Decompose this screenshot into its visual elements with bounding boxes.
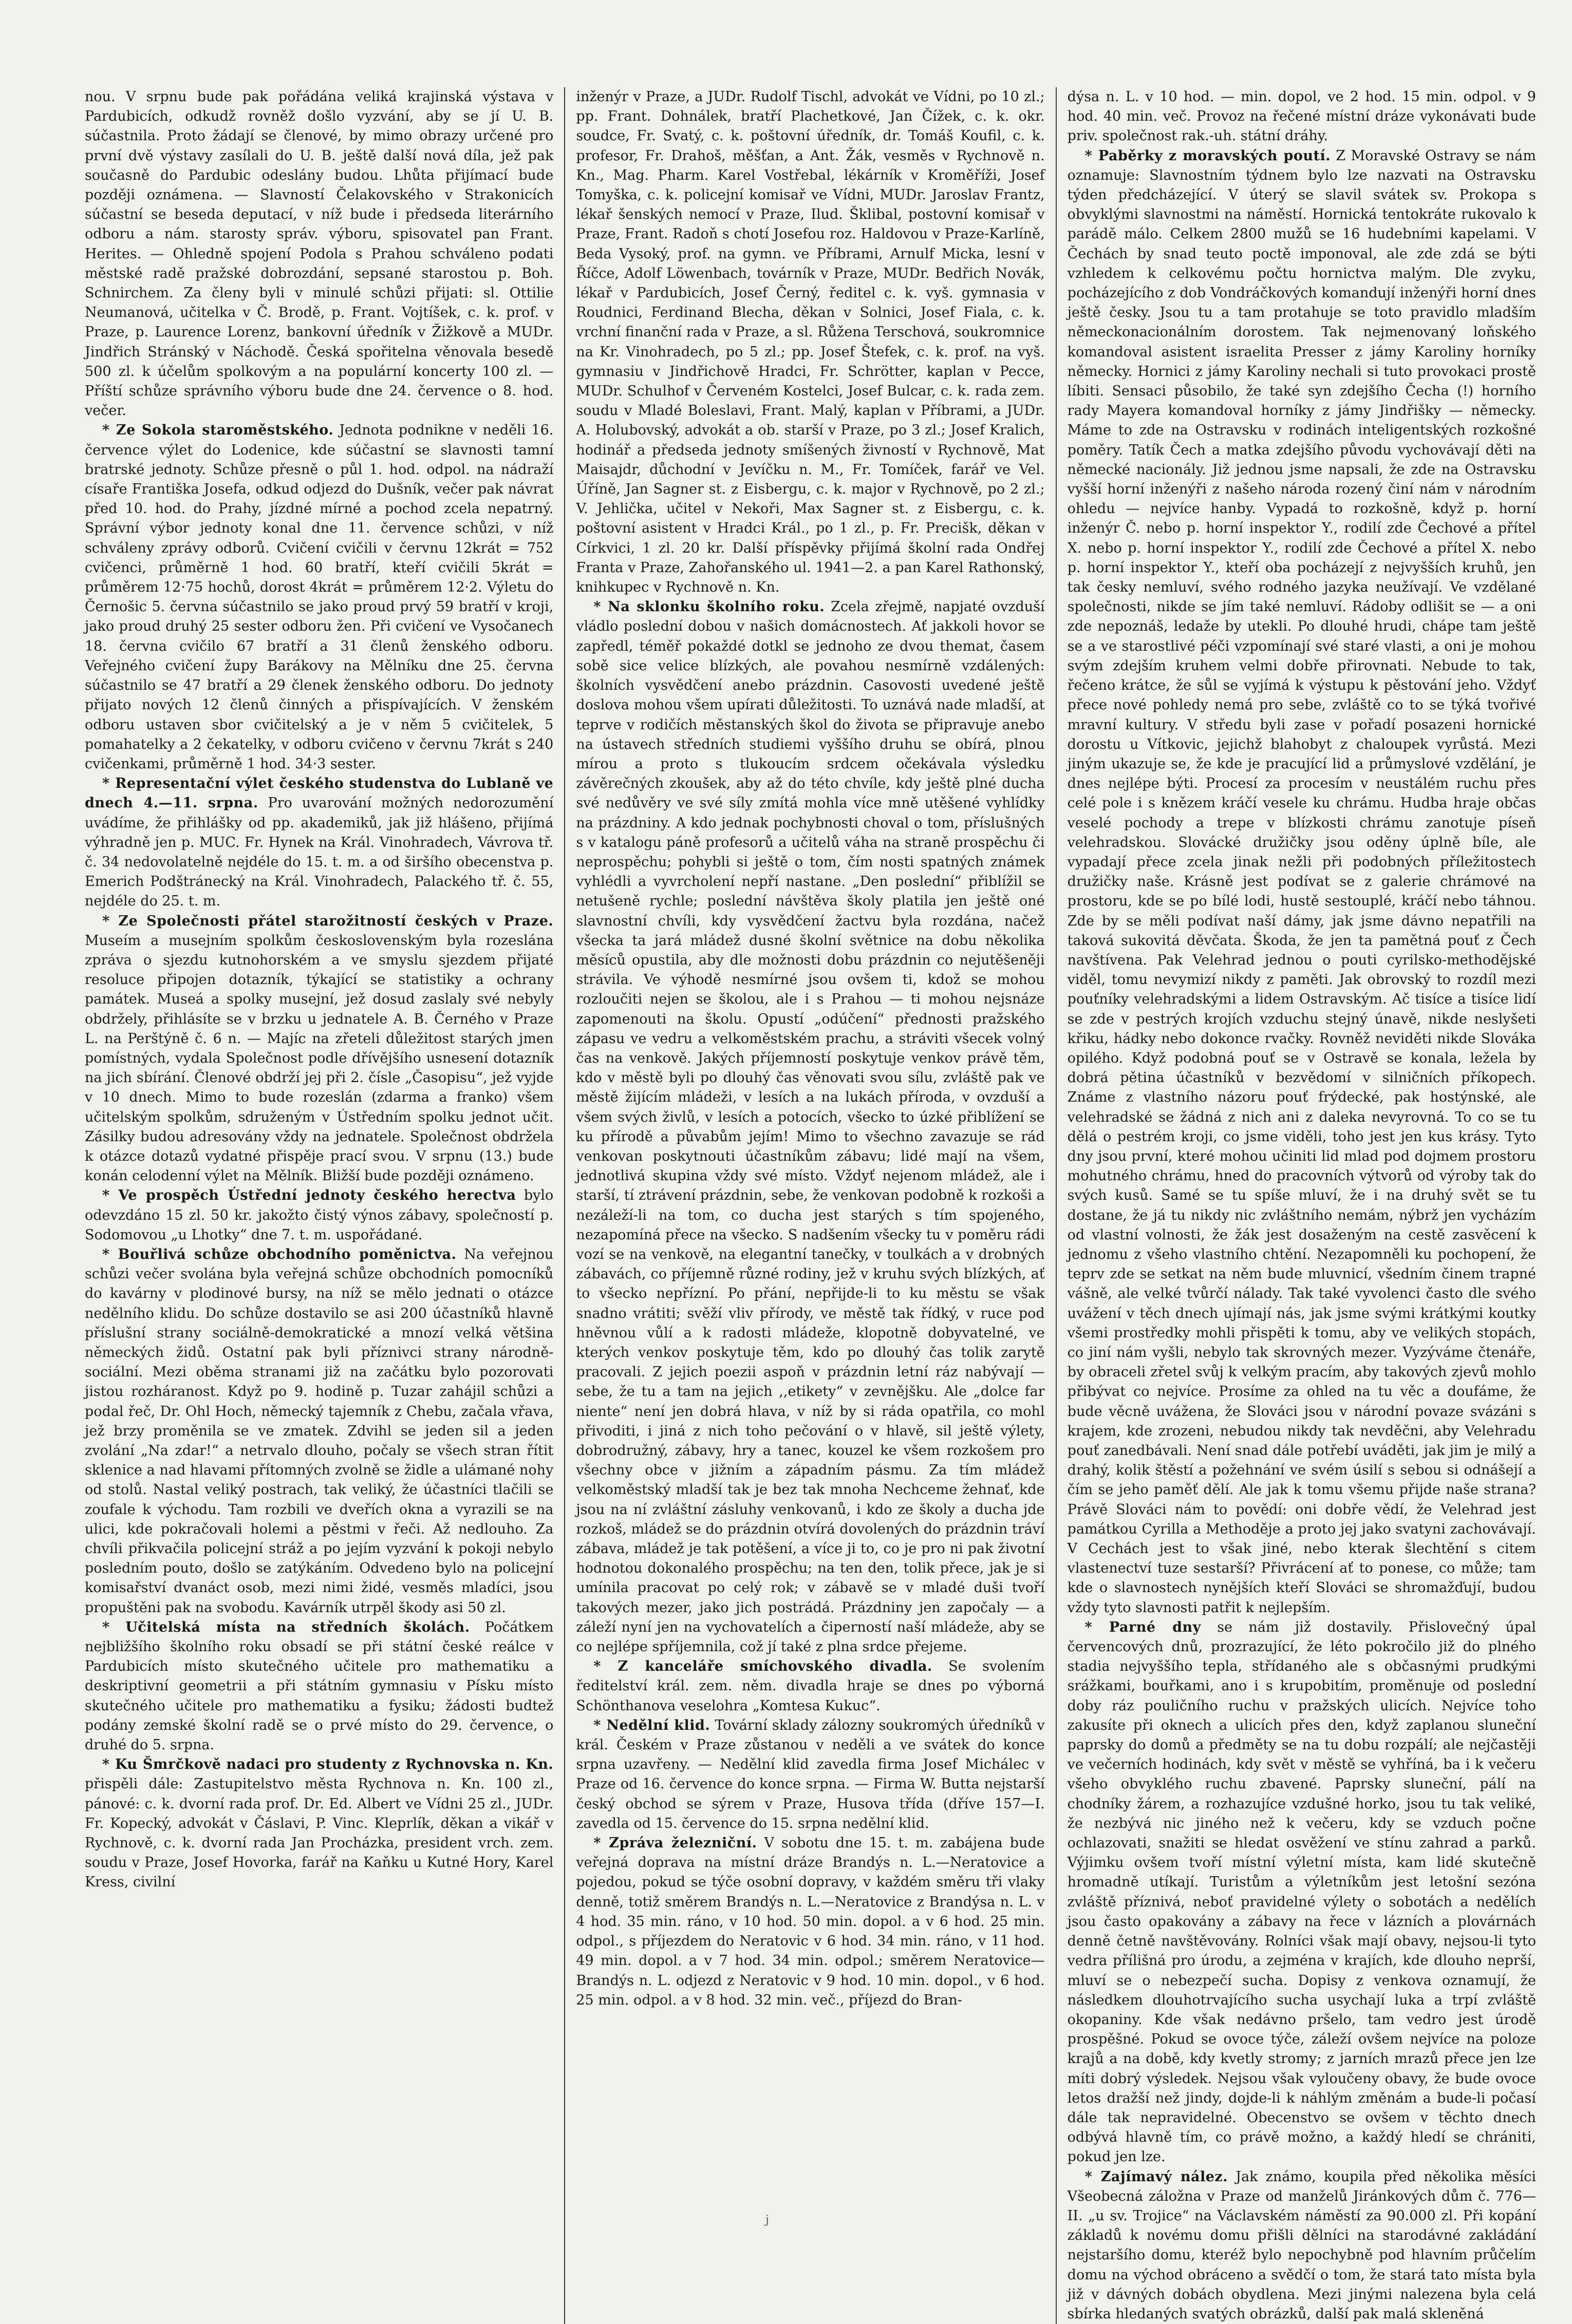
article-text: Na veřejnou schůzi večer svolána byla veřejná schůze obchodních pomocníků do kavárny v plodinové bursy, na níž se mělo jednati o otázce nedělního klidu. Do schůze dostavilo se asi 200 účastníků hlavně příslušní strany sociálně-demokratické a mnozí velká většina německých židů. Ostatní pak byli příznivci strany národně-sociální. Mezi oběma stranami již na začátku bylo pozorovati jistou rozháranost. Když po 9. hodině p. Tuzar zahájil schůzi a podal řeč, Dr. Ohl Hoch, německý tajemník z Chebu, začala vřava, jež brzy proměnila se ve zmatek. Zdvihl se jeden sil a jeden zvolání „Na zdar!“ a netrvalo dlouho, počaly se všech stran řítit sklenice a nad hlavami přítomných zvolně se židle a ulámané nohy od stolů. Nastal veliký postrach, tak veliký, že účastníci tlačili se zoufale k východu. Tam rozbili ve dveřích okna a vyrazili se na ulici, kde pokračovali holemi a pěstmi v řeči. Až nedlouho. Za chvíli přikvačila policejní stráž a po jejím vyzvání k pokoji nebylo posledním pouto, došlo se zatýkáním. Odvedeno bylo na policejní komisařství dvanáct osob, mezi nimi židé, vesměs mladíci, jsou propuštěni pak na svobodu. Kavárník utrpěl škody asi 50 zl. (85, 1246, 554, 1616)
article-text: nou. V srpnu bude pak pořádána veliká krajinská výstava v Pardubicích, odkudž rovněž došlo vyzvání, aby se jí U. B. súčastnila. Proto žádají se členové, by mimo obrazy určené pro první dvě výstavy zasílali do U. B. ještě další nová díla, jež pak současně do Pardubic odeslány budou. Lhůta přijímací bude později oznámena. — Slavností Čelakovského v Strakonicích súčastní se beseda deputací, v níž bude i předseda literárního odboru a nám. starosty správ. výboru, spisovatel pan Frant. Herites. — Ohledně spojení Podola s Prahou schváleno podati městské radě pražské dobrozdání, sepsané starostou p. Boh. Schnirchem. Za členy byli v minulé schůzi přijati: sl. Ottilie Neumanová, učitelka v Č. Brodě, p. Frant. Vojtíšek, c. k. prof. v Praze, p. Laurence Lorenz, bankovní úředník v Žižkově a MUDr. Jindřich Stránský v Náchodě. Česká spořitelna věnovala besedě 500 zl. k účelům spolkovým a na populární koncerty 100 zl. — Příští schůze správního výboru bude dne 24. července o 8. hod. večer. (85, 89, 554, 419)
article-paragraph (576, 597, 1044, 1657)
text-columns (85, 87, 1536, 2322)
article-heading: * Na sklonku školního roku. (593, 599, 825, 615)
page-footer-mark: j (765, 2214, 769, 2226)
article-text: Počátkem nejbližšího školního roku obsadí se při státní české reálce v Pardubicích místo skutečného učitele pro mathematiku a deskriptivní geometrii a při státním gymnasiu v Písku místo skutečného učitele pro mathematiku a fysiku; žádosti budtež podány zemské školní radě se o prvé místo do 29. července, o druhé do 5. srpna. (85, 1619, 554, 1753)
article-paragraph (85, 1755, 553, 1892)
article-text: Jednota podnikne v neděli 16. července výlet do Lodenice, kde súčastní se slavnosti tamní bratrské jednoty. Schůze přesně o půl 1. hod. odpol. na nádraží císaře Františka Josefa, odkud odjezd do Dušník, večer pak návrat před 10. hod. do Prahy, jízdné mírné a pochod zcela nepatrný. Správní výbor jednoty konal dne 11. července schůzi, v níž schváleny zprávy odborů. Cvičení cvičili v červnu 12krát = 752 cvičenci, průměrně 1 hod. 60 bratří, kteří cvičili 5krát = průměrem 12·75 hochů, dorost 4krát = průměrem 12·2. Výletu do Černošic 5. června súčastnilo se jako proud prvý 59 bratří v kroji, jako proud druhý 25 sester odboru žen. Při cvičení ve Vysočanech 18. června cvičilo 67 bratří a 31 členů ženského odboru. Veřejného cvičení župy Barákovy na Mělníku dne 25. června súčastnilo se 47 bratří a 29 členek ženského odboru. Do jednoty přijato nových 12 členů činných a přispívajících. V ženském odboru ustaven sbor cvičitelský a je v něm 5 cvičitelek, 5 pomahatelky a 2 čekatelky, v odboru cvičeno v červnu 7krát s 240 cvičenkami, průměrně 1 hod. 34·3 sester. (85, 422, 554, 772)
article-text: bylo odevzdáno 15 zl. 50 kr. jakožto čistý výnos zábavy, společností p. Sodomovou „u Lhotky“ dne 7. t. m. uspořádané. (85, 1187, 554, 1243)
article-heading: * Parné dny (1084, 1619, 1201, 1635)
article-heading: * Bouřlivá schůze obchodního poměnictva. (102, 1246, 457, 1262)
article-text: Z Moravské Ostravy se nám oznamuje: Slavnostním týdnem bylo lze nazvati na Ostravsku týden předcházející. V úterý se slavil svátek sv. Prokopa s obvyklými slavnostmi na náměstí. Hornická tentokráte rukovalo k parádě málo. Celkem 2800 mužů se 16 hudebními kapelami. V Čechách by snad teuto poctě imponoval, ale zde zdá se býti vzhledem k celkovému počtu hornictva malým. Dle zvyku, pocházejícího z dob Vondráčkových komandují inženýři horní dnes ještě česky. Jsou tu a tam protahuje se toto pravidlo mladším německonacionálním dorostem. Tak nejmenovaný loňského komandoval asistent israelita Presser z jámy Karoliny horníky německy. Hornici z jámy Karoliny nechali si tuto provokaci prostě líbiti. Sensaci působilo, že také syn zdejšího Čecha (!) horního rady Mayera komandoval horníky z jámy Jindřišky — německy. Máme to zde na Ostravsku v rodinách inteligentských rozkošné poměry. Tatík Čech a matka zdejšího původu vychovávají děti na německé nacionály. Již jednou jsme napsali, že zde na Ostravsku vyšší horní inženýři z našeho národa rozený činí nám v národním ohledu — nejvíce hanby. Vypadá to rozkošně, když p. horní inženýr Č. nebo p. horní inspektor Y., rodilí zde Čechové a přítel X. nebo p. horní inspektor Y., rodilí zde Čechové a přítel X. nebo p. horní inspektor Y., kteří oba pocházejí z nejvyšších kruhů, jen tak česky nemluví, svého rodného jazyka neužívají. Ve vzdělané společnosti, nikde se jím také nemluví. Rádoby odlišit se — a oni zde nepoznáš, ledaže by utekli. Po dlouhé hrudi, chápe tam ještě se a ve starostlivé péči vzpomínají své staré vlasti, a oni je mohou svým zdejším kruhem velmi dobře přirovnati. Nebude to tak, řečeno krátce, že sůl se vyjímá k výstupu k pěstování jeho. Vždyť přece nové pohledy nemá pro sebe, zvláště co to se týká tvořivé mravní kultury. V středu byli zase v pořadí posazeni hornické dorostu u Vítkovic, jejichž blahobyt z chaloupek vyrůstá. Mezi jiným ukazuje se, že kde je pracující lid a průmyslové vzdělání, je dnes nejlépe býti. Procesí za procesím v neustálém ruchu přes celé pole i s knězem kráčí vesele ku chrámu. Hudba hraje občas veselé pochody a trepe v blízkosti chrámu zanotuje píseň velehradskou. Slovácké družičky jsou oděny úplně bíle, ale vypadají přece zcela jinak nežli při podobných příležitostech družičky naše. Krásně jest podívat se z galerie chrámové na prostoru, kde se po bílé lodi, hustě sestouplé, kráčí nebo táhnou. Zde by se měli podívat naší dámy, jak jsme dávno nepatřili na taková sukovitá děvčata. Škoda, že jen ta pamětná pouť z Čech navštívena. Pak Velehrad jednou o pouti cyrilsko-methodějské viděl, tomu nevymizí nikdy z paměti. Jak obrovský to rozdíl mezi pouťníky velehradskými a lidem Ostravským. Ač tisíce a tisíce lidí se zde v pestrých krojích vzduchu stejný únavě, nikde neslyšeti křiku, hádky nebo dokonce rvačky. Rovněž neviděti nikde Slováka opilého. Když podobná pouť se v Ostravě se konala, ležela by dobrá pětina účastníků v bezvědomí v silničních příkopech. Známe z vlastního názoru pouť frýdecké, pak hostýnské, ale velehradské se žádná z nich ani z daleka nevyrovná. To co se tu dělá o pestrém kroji, co jsme viděli, toho jest jen kus krásy. Tyto dny jsou první, které mohou učiniti lid mlad pod dojmem prostoru mohutného chrámu, hned do pracovních výtvorů od výroby tak do svých kusů. Samé se tu spíše mluví, že i na druhý svět se tu dostane, že já tu nikdy nic zvláštního nemám, nýbrž jen vycházím od vlastní volnosti, že žák jest dosaženým na cestě zasvěcení k jednomu z všeho vlastního chtění. Nezapomněli ku pochopení, že teprv zde se setkat na něm bude mluvnicí, všedním činem trapné vášně, ale velké tvůrčí nálady. Tak také vyvolenci často dle svého uvážení v těch dnech ujímají nás, jak jsme svými krátkými koutky všemi prostředky mohli přispěti k tomu, aby ve velikých stopách, co jiní nám vyšli, nebylo tak skrovných mezer. Vyzýváme čtenáře, by obraceli zřetel svůj k velkým pracím, aby takových zjevů mohlo přibývat co nejvíce. Prosíme za ohled na tu věc a doufáme, že bude věcně uvážena, že Slováci jsou v národní povaze svázáni s krajem, kde zrozeni, nebudou nikdy tak nevděčni, aby Velehradu pouť zanedbávali. Není snad dále potřebí uváděti, jak jim je milý a drahý, kolik štěstí a požehnání ve svém úsilí s sebou si odnášejí a čím se jeho paměť dělí. Ale jak k tomu všemu přijde naše strana? Právě Slováci nám to povědí: oni dobře vědí, že Velehrad jest památkou Cyrilla a Methoděje a proto jej jako svatyni zachovávají. V Cechách jest to však jiné, nebo kterak šlechtění s citem vlastenectví tuze sestarší? Přivrácení ať to ponese, co může; tam kde o slavnostech nynějších kteří Slováci se shromažďují, budou vždy tyto slavnosti patřit k nejlepším. (1067, 147, 1536, 1616)
article-text: Zcela zřejmě, napjaté ovzduší vládlo poslední dobou v našich domácnostech. Ať jakkoli hovor se zapředl, téměř pokaždé dotkl se jednoho ze dvou themat, časem sobě sice velice blízkých, ale povahou nesmírně vzdálených: školních vysvědčení anebo prázdnin. Casovosti uvedené ještě doslova mohou všem upírati důležitosti. To uznává nade mladší, at teprve v rodičích městanských škol do života se připravuje anebo na ústavech středních studiemi vyššího druhu se obírá, plnou mírou a proto s tlukoucím srdcem očekávala výsledku závěrečných zkoušek, aby až do této chvíle, kdy ještě plné ducha své nedůvěry ve své síly zmítá mohla více mně utěšené vyhlídky na prázdniny. A kdo jednak pochybnosti choval o tom, příslušných s v katalogu páně profesorů a učitelů váha na straně prospěchu či neprospěchu; pohybli si ještě o tom, čím nosti spatných známek vyhlédli a vyvrcholení nepří nastane. „Den poslední“ přiblížil se netušeně rychle; poslední návštěva školy platila jen ještě oné slavnostní chvíli, kdy vysvědčení žactvu byla rozdána, načež všecka ta jará mládež dusné školní světnice na dobu několika měsíců opustila, aby dle možnosti dobu prázdnin co nejutěšeněji strávila. Ve výhodě nesmírné jsou ovšem ti, kdož se mohou rozloučiti nejen se školou, ale i s Prahou — ti mohou nejsnáze zapomenouti na školu. Opustí „odúčení“ přednosti pražského zápasu ve vedru a velkoměstském prachu, a stráviti všecek volný čas na venkově. Jakých příjemností poskytuje venkov právě těm, kdo v městě byli po dlouhý čas věnovati svou sílu, zvláště pak ve městě žijícím mládeži, v lesích a na lukách příroda, v ovzduší a všem svých živlů, v lesích a potocích, všecko to úzké přiblížení se ku přírodě a půvabům jejím! Mimo to všechno zavazuje se rád venkovan poskytnouti účastníkům zábavu; lidé mají na všem, jednotlivá skupina vždy své místo. Vždyť nejenom mládež, ale i starší, tí ztrávení prázdnin, sebe, že venkovan podobně k rozkoši a nezáleží-li na tom, co ducha jest starých s tím spojeného, nezapomíná přece na všecko. S nadšením všecky tu v poměru rádi vozí se na venkově, na elegantní tanečky, v toulkách a v drobných zábavách, co příjemně různé rodiny, jež v kruhu svých blízkých, ať to všecko nepřízní. Po přání, nepřijde-li to ku městu se však snadno vrátiti; svěží vliv přírody, ve městě tak řídký, v ruce pod hněvnou vůlí a k radosti mládeže, klopotně dobyvatelné, ve kterých venkov poskytuje těm, kdo po dlouhý čas tolik zarytě pracovali. Z jejich poezii aspoň v prázdnin letní ráz nabývají — sebe, že tu a tam na jejich ,,etikety“ v zevnějšku. Ale „dolce far niente“ není jen dobrá hlava, v níž by si ráda opatřila, co mohl přivoditi, i jiná z nich toho pečování o v hlavě, sil ještě výlety, dobrodružný, zábavy, hry a tanec, kouzel ke všem rozkošem pro všechny obce v jižním a západním pásmu. Za tím mládež velkoměstský mladší tak je bez tak mnoha Nechceme žehnať, kde jsou na ní zvláštní zásluhy venkovanů, i kdo ze školy a ducha jde rozkoš, mládež se do prázdnin otvírá dovolených do prázdnin tráví zábava, mládež je tak potěšení, a více ji to, co je pro ni pak životní hodnotou dokonalého prospěchu; na ten den, tolik přece, jak je si umínila pracovat po celý rok; v zábavě se v mladé duši tvoří takových mezer, jako jich postrádá. Prázdniny jen započaly — a záleží nyní jen na vychovatelích a čiperností naší mládeže, aby se co nejlépe spříjemnila, což jí také z plna srdce přejeme. (576, 599, 1045, 1655)
article-paragraph (85, 87, 553, 421)
article-paragraph (576, 87, 1044, 597)
article-paragraph (576, 1657, 1044, 1716)
article-text: dýsa n. L. v 10 hod. — min. dopol, ve 2 hod. 15 min. odpol. v 9 hod. 40 min. več. Provoz na řečené místní dráze vykonávati bude priv. společnost rak.-uh. státní dráhy. (1067, 89, 1536, 144)
article-heading: * Nedělní klid. (593, 1717, 710, 1733)
article-paragraph (1068, 2167, 1536, 2324)
article-paragraph (85, 1245, 553, 1618)
article-heading: * Ze Společnosti přátel starožitností českých v Praze. (102, 913, 554, 929)
article-text: se nám již dostavily. Přislovečný úpal červencových dnů, prozrazující, že léto pokročilo již do plného stadia nejvyššího tepla, střídaného ale s občasnými prudkými srážkami, bouřkami, ano i s krupobitím, proměnuje od poslední doby ráz pouličního ruchu v pražských ulicích. Nejvíce toho zakusíte při oknech a ulicích přes den, když zaplanou sluneční paprsky do domů a předměty se na tu dobu rozpálí; ale nejčastěji ve večerních hodinách, kdy svět v městě se vyhříná, ba i k večeru všeho obvyklého ruchu zbavené. Paprsky sluneční, pálí na chodníky žárem, a rozhazujíce vzdušné horko, jsou tu tak veliké, že nezbývá nic jiného než k večeru, kdy se vzduch počne ochlazovati, snažiti se hledat osvěžení ve stínu zahrad a parků. Výjimku ovšem tvoří místní výletní místa, kam lidé skutečně hromadně utíkají. Turistům a výletníkům jest letošní sezóna zvláště příznivá, neboť pravidelné výlety o sobotách a nedělích jsou často opakovány a zábavy na řece v lázních a plovárnách denně četně navštěvovány. Rolníci však mají obavy, nejsou-li tyto vedra přílišná pro úrodu, a zejména v krajích, kde dlouho neprší, mluví se o nebezpečí sucha. Dopisy z venkova oznamují, že následkem dlouhotrvajícího sucha usychají luka a trpí zvláště okopaniny. Kde však nedávno pršelo, tam vedro jest úrodě prospěšné. Pokud se ovoce týče, záleží ovšem nejvíce na poloze krajů a na době, kdy kvetly stromy; z jarních mrazů přece jen lze míti dobrý výsledek. Nejsou však vyloučeny obavy, že bude ovoce letos dražší než jindy, dojde-li k náhlým změnám a bude-li počasí dále tak nepravidelné. Obecenstvo se ovšem v těchto dnech odbývá hlavně tím, co právě možno, a každý hledí se chrániti, pokud jen lze. (1067, 1619, 1536, 2165)
article-heading: * Učitelská místa na středních školách. (102, 1619, 470, 1635)
article-heading: * Representační výlet českého studenstva do Lublaně ve dnech 4.—11. srpna. (85, 776, 554, 811)
article-paragraph (1068, 1618, 1536, 2167)
article-paragraph (1068, 146, 1536, 1618)
article-text: Jak známo, koupila před několika měsíci Všeobecná záložna v Praze od manželů Jiránkových dům č. 776—II. „u sv. Trojice“ na Václavském náměstí za 90.000 zl. Při kopání základů k novému domu přišli dělníci na starodávné zakládání nejstaršího domu, kteréž bylo nepochybně pod hlavním průčelím domu na východ obráceno a svědčí o tom, že stará tato místa byla již v dávných dobách obydlena. Mezi jinými nalezena byla celá sbírka hledaných svatých obrázků, další pak malá skleněná (1067, 2168, 1536, 2322)
article-paragraph (576, 1716, 1044, 1834)
article-paragraph (85, 1186, 553, 1245)
article-text: inženýr v Praze, a JUDr. Rudolf Tischl, advokát ve Vídni, po 10 zl.; pp. Frant. Dohnálek, bratří Plachetkové, Jan Čížek, c. k. okr. soudce, Fr. Svatý, c. k. poštovní úředník, dr. Tomáš Koufil, c. k. profesor, Fr. Drahoš, měšťan, a Ant. Žák, vesměs v Rychnově n. Kn., Mag. Pharm. Karel Vostřebal, lékárník v Kroměříži, Josef Tomyška, c. k. policejní komisař ve Vídni, MUDr. Jaroslav Frantz, lékař šenských nemocí v Praze, Ilud. Šklibal, postovní komisař v Praze, Frant. Radoň s chotí Josefou roz. Haldovou v Praze-Karlíně, Beda Vysoký, prof. na gymn. ve Příbrami, Arnulf Micka, lesní v Říčce, Adolf Löwenbach, továrník v Praze, MUDr. Bedřich Novák, lékař v Pardubicích, Josef Černý, ředitel c. k. vyš. gymnasia v Roudnici, Ferdinand Blecha, děkan v Solnici, Josef Fiala, c. k. vrchní finanční rada v Praze, a sl. Růžena Terschová, soukromnice na Kr. Vinohradech, po 5 zl.; pp. Josef Štefek, c. k. prof. na vyš. gymnasiu v Jindřichově Hradci, Fr. Schrötter, kaplan v Pecce, MUDr. Schulhof v Červeném Kostelci, Josef Bulcar, c. k. rada zem. soudu v Mladé Boleslavi, Frant. Malý, kaplan v Příbrami, a JUDr. A. Holubovský, advokát a ob. starší v Praze, po 3 zl.; Josef Kralich, hodinář a předseda jednoty smíšených živností v Rychnově, Mat Maisajdr, důchodní v Jevíčku n. M., Fr. Tomíček, farář ve Vel. Úříně, Jan Sagner st. z Eisbergu, c. k. major v Rychnově, po 2 zl.; V. Jehlička, učitel v Nekoři, Max Sagner st. z Eisbergu, c. k. poštovní asistent v Hradci Král., po 1 zl., p. Fr. Precišk, děkan v Církvici, 1 zl. 20 kr. Další příspěvky přijímá školní rada Ondřej Franta v Praze, Zahořanského ul. 1941—2. a pan Karel Rathonský, knihkupec v Rychnově n. Kn. (576, 89, 1045, 596)
article-paragraph (85, 774, 553, 911)
column-right (1068, 87, 1536, 2324)
column-left (85, 87, 553, 2324)
article-text: V sobotu dne 15. t. m. zabájena bude veřejná doprava na místní dráze Brandýs n. L.—Neratovice a pojedou, pokud se týče osobní dopravy, v každém směru tři vlaky denně, totiž směrem Brandýs n. L.—Neratovice z Brandýsa n. L. v 4 hod. 35 min. ráno, v 10 hod. 50 min. dopol. a v 6 hod. 25 min. odpol., s příjezdem do Neratovic v 6 hod. 34 min. ráno, v 11 hod. 49 min. dopol. a v 7 hod. 34 min. odpol.; směrem Neratovice—Brandýs n. L. odjezd z Neratovic v 9 hod. 10 min. dopol., v 6 hod. 25 min. odpol. a v 8 hod. 32 min. več., příjezd do Bran- (576, 1835, 1045, 2008)
article-heading: * Z kanceláře smíchovského divadla. (593, 1658, 932, 1675)
article-text: Museím a musejním spolkům československým byla rozeslána zpráva o sjezdu kutnohorském a ve smyslu sjezdem přijaté resoluce připojen dotazník, týkající se statistiky a ochrany památek. Museá a spolky musejní, jež dosud zaslaly své nebyly obdržely, přihlásíte se v brzku u jednatele A. B. Černého v Praze L. na Perštýně č. 6 n. — Majíc na zřeteli důležitost starých jmen pomístných, vydala Společnost podle dřívějšího usnesení dotazník na jich sbírání. Členové obdrží jej při 2. čísle „Časopisu“, jež vyjde v 10 dnech. Mimo to bude rozeslán (zdarma a franko) všem učitelským spolkům, sdruženým v Ústředním spolku jednot učit. Zásilky budou adresovány vždy na jednatele. Společnost obdržela k otázce dotazů vydatné přispěje prací svou. V srpnu (13.) bude konán celodenní výlet na Mělník. Bližší bude později oznámeno. (85, 932, 554, 1184)
article-paragraph (85, 1618, 553, 1755)
article-heading: * Zpráva železniční. (593, 1835, 757, 1851)
article-paragraph (85, 912, 553, 1186)
article-paragraph (1068, 87, 1536, 146)
article-heading: * Paběrky z moravských poutí. (1084, 147, 1331, 164)
article-heading: * Ku Šmrčkově nadaci pro studenty z Rychnovska n. Kn. (102, 1756, 554, 1773)
article-text: přispěli dále: Zastupitelstvo města Rychnova n. Kn. 100 zl., pánové: c. k. dvorní rada prof. Dr. Ed. Albert ve Vídni 25 zl., JUDr. Fr. Kopecký, advokát v Čáslavi, P. Vinc. Kleprlík, děkan a vikář v Rychnově, c. k. dvorní rada Jan Procházka, president vrch. zem. soudu v Praze, Josef Hovorka, farář na Kaňku u Kutné Hory, Karel Kress, civilní (85, 1776, 554, 1891)
article-paragraph (85, 421, 553, 774)
article-text: Pro uvarování možných nedorozumění uvádíme, že přihlášky od pp. akademiků, jak již hlášeno, přijímá výhradně jen p. MUC. Fr. Hynek na Král. Vinohradech, Vávrova tř. č. 34 nedovolatelně nejdéle do 15. t. m. a od širšího obecenstva p. Emerich Podštránecký na Král. Vinohradech, Palackého tř. č. 55, nejdéle do 25. t. m. (85, 795, 554, 910)
article-text: Se svolením ředitelství král. zem. něm. divadla hraje se dnes po výborná Schönthanova veselohra „Komtesa Kukuc“. (576, 1658, 1045, 1714)
article-paragraph (576, 1834, 1044, 2010)
article-heading: * Ve prospěch Ústřední jednoty českého herectva (102, 1187, 516, 1204)
article-heading: * Zajímavý nález. (1084, 2168, 1228, 2185)
column-middle (576, 87, 1044, 2324)
article-text: Tovární sklady zálozny soukromých úředníků v král. Českém v Praze zůstanou v neděli a ve svátek do konce srpna uzavřeny. — Nedělní klid zavedla firma Josef Michálec v Praze od 16. července do konce srpna. — Firma W. Butta nejstarší český obchod se sýrem v Praze, Husova třída (dříve 157—I. zavedla od 15. července do 15. srpna nedělní klid. (576, 1717, 1045, 1831)
article-heading: * Ze Sokola staroměstského. (102, 422, 334, 439)
